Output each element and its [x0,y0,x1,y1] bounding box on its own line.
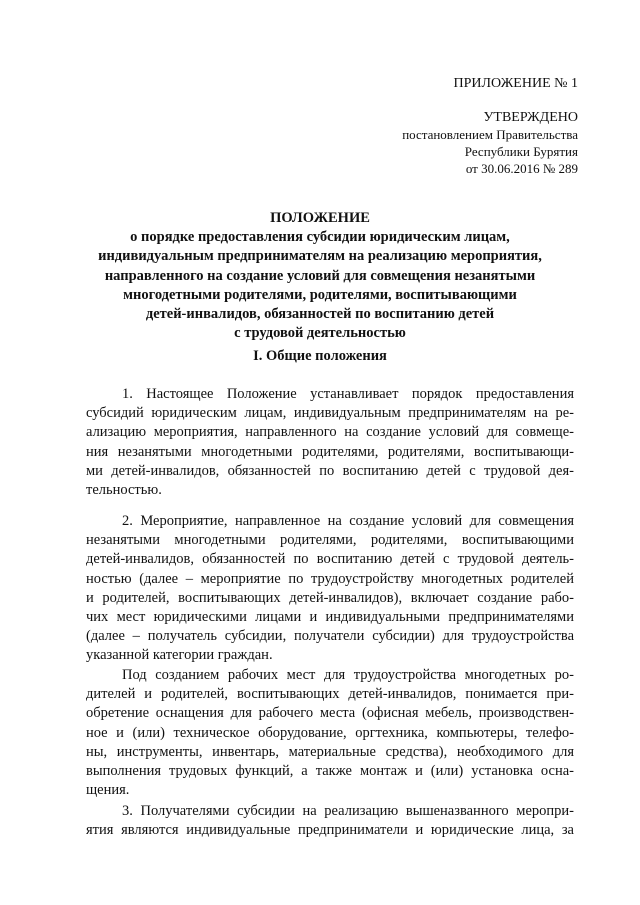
paragraph-line: дителей и родителей, воспитывающих детей-инвалидов, понимается при- [86,686,574,703]
paragraph-line: ния незанятыми многодетными родителями, родителями, воспитывающи- [86,443,574,460]
paragraph-line: 3. Получателями субсидии на реализацию вышеназванного меропри- [122,803,574,819]
paragraph-3 [86,666,574,800]
approval-line: Республики Бурятия [464,144,578,159]
title-line: с трудовой деятельностью [234,325,406,342]
section-heading: I. Общие положения [253,348,387,364]
paragraph-line: щения. [86,782,130,799]
approval-line: постановлением Правительства [402,127,578,142]
title-line: многодетными родителями, родителями, воспитывающими [123,286,517,303]
paragraph-line: субсидий юридическим лицам, индивидуальным предпринимателям на ре- [86,405,574,422]
paragraph-2 [86,512,574,666]
title-line: направленного на создание условий для совмещения незанятыми [104,267,536,284]
appendix-label: ПРИЛОЖЕНИЕ № 1 [453,76,578,91]
paragraph-1 [86,385,574,500]
approval-heading: УТВЕРЖДЕНО [483,110,578,125]
paragraph-line: Под созданием рабочих мест для трудоустройства многодетных ро- [122,667,574,683]
paragraph-line: ностью (далее – мероприятие по трудоустройству многодетных родителей [86,570,574,587]
title-line: индивидуальным предпринимателям на реализацию мероприятия, [98,248,542,265]
document-title [60,209,580,343]
paragraph-line: ятия являются индивидуальные предприниматели и юридические лица, за [86,822,574,839]
paragraph-line: тельностью. [86,481,162,498]
paragraph-line: чих мест юридическими лицами и индивидуальными предпринимателями [86,608,574,625]
paragraph-line: ны, инструменты, инвентарь, материальные средства), необходимого для [86,743,574,760]
approval-stamp [328,109,578,177]
paragraph-line: детей-инвалидов, обязанностей по воспитанию детей с трудовой деятель- [86,551,574,568]
paragraph-line: (далее – получатель субсидии, получатели субсидии) для трудоустройства [86,628,574,645]
paragraph-4 [86,802,574,840]
paragraph-line: ализацию мероприятия, направленного на создание условий для совмеще- [86,424,574,441]
paragraph-line: выполнения трудовых функций, а также монтаж и (или) установка осна- [86,762,574,779]
title-line: детей-инвалидов, обязанностей по воспитанию детей [145,306,495,323]
title-heading: ПОЛОЖЕНИЕ [270,210,370,226]
title-line: о порядке предоставления субсидии юридическим лицам, [130,229,510,246]
approval-date: от 30.06.2016 № 289 [465,161,578,176]
paragraph-line: 2. Мероприятие, направленное на создание условий для совмещения [122,513,574,529]
paragraph-line: 1. Настоящее Положение устанавливает порядок предоставления [122,386,574,402]
paragraph-line: указанной категории граждан. [86,647,273,664]
paragraph-line: незанятыми многодетными родителями, родителями, воспитывающими [86,532,574,549]
paragraph-line: обретение оснащения для рабочего места (офисная мебель, производствен- [86,705,574,722]
paragraph-line: ми детей-инвалидов, обязанностей по воспитанию детей с трудовой дея- [86,462,574,479]
paragraph-line: ное и (или) техническое оборудование, оргтехника, компьютеры, телефо- [86,724,574,741]
paragraph-line: и родителей, воспитывающих детей-инвалидов), включает создание рабо- [86,589,574,606]
